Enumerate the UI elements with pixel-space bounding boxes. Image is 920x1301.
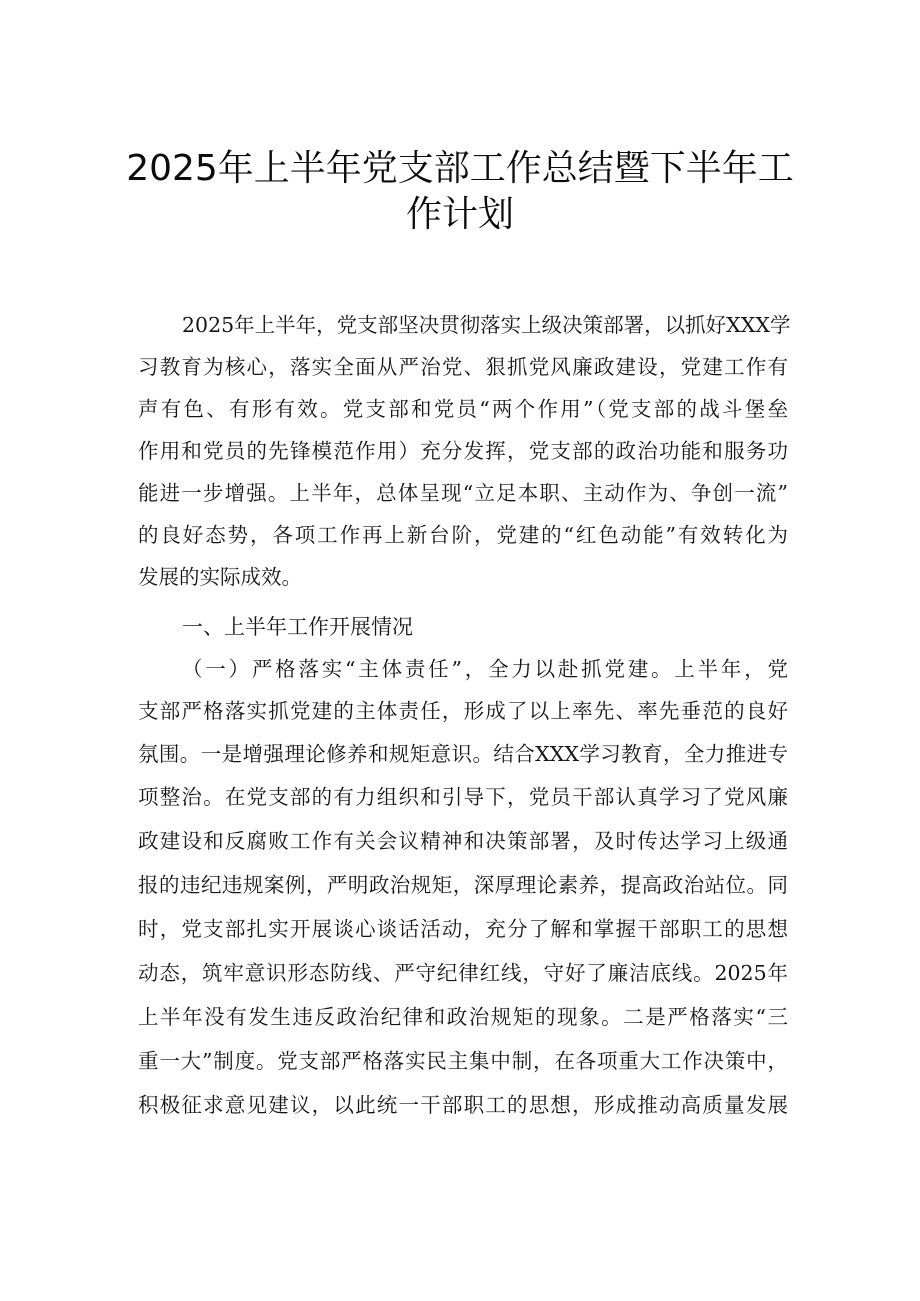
- section-line: 时，党支部扎实开展谈心谈话活动，充分了解和掌握干部职工的思想: [138, 917, 788, 941]
- intro-line: 发展的实际成效。: [138, 565, 302, 589]
- section-line: 动态，筑牢意识形态防线、严守纪律红线，守好了廉洁底线。2025年: [138, 961, 788, 985]
- section-line: 上半年没有发生违反政治纪律和政治规矩的现象。二是严格落实“三: [138, 1005, 788, 1029]
- intro-line: 习教育为核心，落实全面从严治党、狠抓党风廉政建设，党建工作有: [138, 355, 788, 379]
- document-title-line-1: 2025年上半年党支部工作总结暨下半年工: [126, 148, 794, 189]
- section-line: 积极征求意见建议，以此统一干部职工的思想，形成推动高质量发展: [138, 1093, 788, 1117]
- intro-line: 能进一步增强。上半年，总体呈现“立足本职、主动作为、争创一流”: [138, 481, 788, 505]
- document-title-line-2: 作计划: [405, 194, 514, 235]
- intro-line: 作用和党员的先锋模范作用）充分发挥，党支部的政治功能和服务功: [138, 439, 788, 463]
- section-line: 重一大”制度。党支部严格落实民主集中制，在各项重大工作决策中，: [138, 1049, 788, 1073]
- section-heading: 一、上半年工作开展情况: [182, 615, 413, 639]
- section-line: （一）严格落实“主体责任”，全力以赴抓党建。上半年，党: [182, 657, 788, 681]
- intro-line: 2025年上半年，党支部坚决贯彻落实上级决策部署，以抓好XXX学: [182, 313, 791, 337]
- intro-line: 声有色、有形有效。党支部和党员“两个作用”（党支部的战斗堡垒: [138, 397, 788, 421]
- section-line: 支部严格落实抓党建的主体责任，形成了以上率先、率先垂范的良好: [138, 699, 788, 723]
- section-line: 政建设和反腐败工作有关会议精神和决策部署，及时传达学习上级通: [138, 829, 788, 853]
- section-line: 项整治。在党支部的有力组织和引导下，党员干部认真学习了党风廉: [138, 785, 788, 809]
- section-line: 氛围。一是增强理论修养和规矩意识。结合XXX学习教育，全力推进专: [138, 742, 788, 766]
- section-line: 报的违纪违规案例，严明政治规矩，深厚理论素养，提高政治站位。同: [138, 873, 788, 897]
- intro-line: 的良好态势，各项工作再上新台阶，党建的“红色动能”有效转化为: [138, 523, 788, 547]
